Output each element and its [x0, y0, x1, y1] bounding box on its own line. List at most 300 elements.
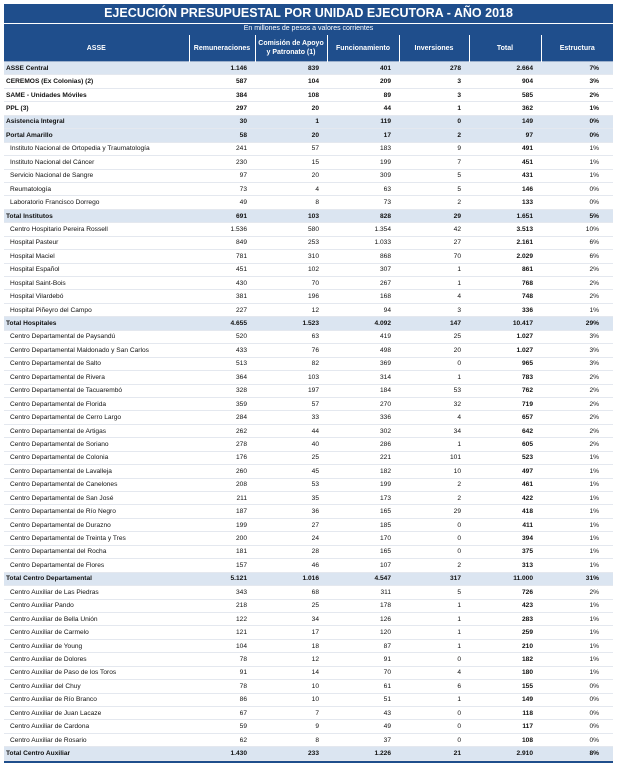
- cell-total: 418: [469, 505, 541, 518]
- table-row: [4, 384, 613, 397]
- cell-comision: 8: [255, 196, 327, 209]
- cell-comision: 70: [255, 277, 327, 290]
- cell-inversiones: 101: [399, 451, 469, 464]
- table-row: [4, 263, 613, 276]
- cell-comision: 253: [255, 236, 327, 249]
- table-row: [4, 438, 613, 451]
- cell-estructura: 1%: [541, 478, 613, 491]
- cell-funcionamiento: 165: [327, 505, 399, 518]
- cell-total: 491: [469, 142, 541, 155]
- table-total-row: [4, 129, 613, 142]
- cell-unit-name: ASSE Central: [4, 62, 189, 75]
- cell-total: 719: [469, 397, 541, 410]
- cell-inversiones: 3: [399, 303, 469, 316]
- cell-funcionamiento: 307: [327, 263, 399, 276]
- cell-estructura: 0%: [541, 733, 613, 746]
- cell-estructura: 0%: [541, 680, 613, 693]
- cell-comision: 7: [255, 707, 327, 720]
- table-row: [4, 277, 613, 290]
- table-row: [4, 250, 613, 263]
- cell-inversiones: 7: [399, 156, 469, 169]
- cell-total: 768: [469, 277, 541, 290]
- cell-total: 762: [469, 384, 541, 397]
- table-row: [4, 693, 613, 706]
- table-row: [4, 559, 613, 572]
- cell-inversiones: 5: [399, 586, 469, 599]
- cell-estructura: 2%: [541, 290, 613, 303]
- cell-total: 313: [469, 559, 541, 572]
- cell-funcionamiento: 168: [327, 290, 399, 303]
- budget-report: [4, 4, 613, 763]
- table-row: [4, 223, 613, 236]
- cell-inversiones: 1: [399, 639, 469, 652]
- cell-inversiones: 0: [399, 720, 469, 733]
- table-row: [4, 451, 613, 464]
- cell-estructura: 1%: [541, 626, 613, 639]
- cell-comision: 839: [255, 62, 327, 75]
- cell-remuneraciones: 364: [189, 371, 255, 384]
- cell-inversiones: 21: [399, 747, 469, 760]
- cell-total: 375: [469, 545, 541, 558]
- cell-unit-name: Servicio Nacional de Sangre: [4, 169, 189, 182]
- cell-inversiones: 2: [399, 559, 469, 572]
- cell-unit-name: Centro Auxiliar Pando: [4, 599, 189, 612]
- cell-inversiones: 1: [399, 599, 469, 612]
- table-row: [4, 626, 613, 639]
- cell-funcionamiento: 70: [327, 666, 399, 679]
- cell-remuneraciones: 121: [189, 626, 255, 639]
- cell-total: 2.161: [469, 236, 541, 249]
- cell-inversiones: 2: [399, 196, 469, 209]
- cell-unit-name: Total Institutos: [4, 209, 189, 222]
- cell-funcionamiento: 73: [327, 196, 399, 209]
- cell-inversiones: 0: [399, 518, 469, 531]
- table-row: [4, 196, 613, 209]
- table-row: [4, 303, 613, 316]
- cell-unit-name: Centro Auxiliar de Río Branco: [4, 693, 189, 706]
- cell-funcionamiento: 183: [327, 142, 399, 155]
- table-row: [4, 182, 613, 195]
- table-row: [4, 599, 613, 612]
- cell-total: 118: [469, 707, 541, 720]
- cell-funcionamiento: 61: [327, 680, 399, 693]
- cell-inversiones: 1: [399, 263, 469, 276]
- cell-inversiones: 3: [399, 88, 469, 101]
- cell-comision: 63: [255, 330, 327, 343]
- cell-unit-name: Centro Auxiliar de Juan Lacaze: [4, 707, 189, 720]
- cell-estructura: 6%: [541, 250, 613, 263]
- column-header-estructura: Estructura: [541, 35, 613, 62]
- cell-total: 149: [469, 693, 541, 706]
- cell-unit-name: Centro Auxiliar de Carmelo: [4, 626, 189, 639]
- cell-inversiones: 1: [399, 612, 469, 625]
- cell-inversiones: 1: [399, 277, 469, 290]
- table-row: [4, 505, 613, 518]
- cell-unit-name: Centro Departamental de Canelones: [4, 478, 189, 491]
- cell-remuneraciones: 4.655: [189, 317, 255, 330]
- cell-comision: 104: [255, 75, 327, 88]
- table-row: [4, 330, 613, 343]
- cell-funcionamiento: 17: [327, 129, 399, 142]
- cell-funcionamiento: 369: [327, 357, 399, 370]
- cell-comision: 8: [255, 733, 327, 746]
- table-row: [4, 236, 613, 249]
- cell-comision: 44: [255, 424, 327, 437]
- cell-estructura: 1%: [541, 156, 613, 169]
- cell-inversiones: 1: [399, 102, 469, 115]
- cell-comision: 76: [255, 344, 327, 357]
- cell-estructura: 3%: [541, 344, 613, 357]
- cell-remuneraciones: 5.121: [189, 572, 255, 585]
- cell-remuneraciones: 187: [189, 505, 255, 518]
- cell-inversiones: 4: [399, 290, 469, 303]
- cell-unit-name: Centro Departamental de Flores: [4, 559, 189, 572]
- cell-inversiones: 0: [399, 532, 469, 545]
- cell-total: 861: [469, 263, 541, 276]
- cell-inversiones: 147: [399, 317, 469, 330]
- cell-funcionamiento: 868: [327, 250, 399, 263]
- cell-unit-name: Hospital Pasteur: [4, 236, 189, 249]
- cell-unit-name: Centro Departamental del Rocha: [4, 545, 189, 558]
- cell-total: 605: [469, 438, 541, 451]
- cell-unit-name: PPL (3): [4, 102, 189, 115]
- cell-funcionamiento: 498: [327, 344, 399, 357]
- cell-comision: 46: [255, 559, 327, 572]
- cell-funcionamiento: 267: [327, 277, 399, 290]
- cell-estructura: 1%: [541, 505, 613, 518]
- cell-funcionamiento: 401: [327, 62, 399, 75]
- cell-unit-name: Centro Auxiliar de Bella Unión: [4, 612, 189, 625]
- cell-estructura: 1%: [541, 639, 613, 652]
- cell-total: 1.027: [469, 330, 541, 343]
- cell-funcionamiento: 314: [327, 371, 399, 384]
- cell-estructura: 3%: [541, 357, 613, 370]
- cell-remuneraciones: 227: [189, 303, 255, 316]
- cell-inversiones: 3: [399, 75, 469, 88]
- cell-funcionamiento: 120: [327, 626, 399, 639]
- cell-funcionamiento: 119: [327, 115, 399, 128]
- cell-estructura: 6%: [541, 236, 613, 249]
- cell-inversiones: 1: [399, 438, 469, 451]
- table-row: [4, 545, 613, 558]
- cell-total: 11.000: [469, 572, 541, 585]
- budget-table: [4, 35, 613, 761]
- cell-funcionamiento: 4.547: [327, 572, 399, 585]
- cell-unit-name: Centro Departamental de Artigas: [4, 424, 189, 437]
- cell-unit-name: Centro Departamental de Lavalleja: [4, 465, 189, 478]
- cell-estructura: 2%: [541, 397, 613, 410]
- cell-funcionamiento: 170: [327, 532, 399, 545]
- cell-funcionamiento: 336: [327, 411, 399, 424]
- cell-total: 642: [469, 424, 541, 437]
- cell-comision: 12: [255, 303, 327, 316]
- cell-total: 965: [469, 357, 541, 370]
- cell-comision: 103: [255, 371, 327, 384]
- cell-inversiones: 0: [399, 545, 469, 558]
- cell-unit-name: Centro Departamental de Florida: [4, 397, 189, 410]
- cell-unit-name: Centro Departamental de Treinta y Tres: [4, 532, 189, 545]
- table-row: [4, 586, 613, 599]
- cell-remuneraciones: 157: [189, 559, 255, 572]
- cell-total: 336: [469, 303, 541, 316]
- column-header-inversiones: Inversiones: [399, 35, 469, 62]
- cell-estructura: 3%: [541, 330, 613, 343]
- cell-estructura: 1%: [541, 102, 613, 115]
- cell-estructura: 1%: [541, 465, 613, 478]
- cell-estructura: 1%: [541, 303, 613, 316]
- cell-funcionamiento: 185: [327, 518, 399, 531]
- cell-remuneraciones: 430: [189, 277, 255, 290]
- cell-remuneraciones: 260: [189, 465, 255, 478]
- cell-total: 1.651: [469, 209, 541, 222]
- cell-remuneraciones: 241: [189, 142, 255, 155]
- cell-comision: 197: [255, 384, 327, 397]
- cell-estructura: 1%: [541, 142, 613, 155]
- cell-inversiones: 6: [399, 680, 469, 693]
- cell-estructura: 2%: [541, 88, 613, 101]
- cell-funcionamiento: 37: [327, 733, 399, 746]
- cell-estructura: 0%: [541, 182, 613, 195]
- cell-inversiones: 9: [399, 142, 469, 155]
- cell-unit-name: Centro Auxiliar de Young: [4, 639, 189, 652]
- cell-funcionamiento: 209: [327, 75, 399, 88]
- cell-inversiones: 278: [399, 62, 469, 75]
- cell-unit-name: Centro Auxiliar de Cardona: [4, 720, 189, 733]
- cell-comision: 1.523: [255, 317, 327, 330]
- cell-unit-name: Centro Hospitario Pereira Rossell: [4, 223, 189, 236]
- cell-unit-name: Centro Departamental de Tacuarembó: [4, 384, 189, 397]
- cell-funcionamiento: 270: [327, 397, 399, 410]
- cell-inversiones: 1: [399, 693, 469, 706]
- table-row: [4, 371, 613, 384]
- cell-funcionamiento: 182: [327, 465, 399, 478]
- cell-unit-name: Total Centro Departamental: [4, 572, 189, 585]
- cell-remuneraciones: 343: [189, 586, 255, 599]
- cell-funcionamiento: 165: [327, 545, 399, 558]
- table-row: [4, 492, 613, 505]
- cell-funcionamiento: 43: [327, 707, 399, 720]
- cell-total: 259: [469, 626, 541, 639]
- cell-estructura: 10%: [541, 223, 613, 236]
- cell-total: 497: [469, 465, 541, 478]
- cell-estructura: 2%: [541, 277, 613, 290]
- cell-total: 146: [469, 182, 541, 195]
- table-bottom-rule: [4, 761, 613, 763]
- cell-unit-name: Hospital Piñeyro del Campo: [4, 303, 189, 316]
- table-row: [4, 290, 613, 303]
- cell-comision: 12: [255, 653, 327, 666]
- cell-remuneraciones: 199: [189, 518, 255, 531]
- cell-estructura: 2%: [541, 384, 613, 397]
- table-total-row: [4, 115, 613, 128]
- cell-comision: 18: [255, 639, 327, 652]
- cell-remuneraciones: 381: [189, 290, 255, 303]
- table-total-row: [4, 62, 613, 75]
- table-row: [4, 156, 613, 169]
- cell-unit-name: Centro Auxiliar de Dolores: [4, 653, 189, 666]
- cell-total: 10.417: [469, 317, 541, 330]
- cell-total: 461: [469, 478, 541, 491]
- cell-unit-name: Reumatología: [4, 182, 189, 195]
- column-header-total: Total: [469, 35, 541, 62]
- cell-estructura: 0%: [541, 693, 613, 706]
- cell-total: 726: [469, 586, 541, 599]
- table-row: [4, 666, 613, 679]
- cell-comision: 580: [255, 223, 327, 236]
- cell-funcionamiento: 178: [327, 599, 399, 612]
- cell-total: 362: [469, 102, 541, 115]
- cell-remuneraciones: 97: [189, 169, 255, 182]
- report-subtitle: En millones de pesos a valores corrientes: [4, 23, 613, 35]
- cell-unit-name: Hospital Español: [4, 263, 189, 276]
- cell-inversiones: 0: [399, 357, 469, 370]
- cell-funcionamiento: 302: [327, 424, 399, 437]
- cell-funcionamiento: 1.033: [327, 236, 399, 249]
- cell-remuneraciones: 513: [189, 357, 255, 370]
- cell-comision: 10: [255, 680, 327, 693]
- cell-unit-name: Centro Departamental de Río Negro: [4, 505, 189, 518]
- cell-estructura: 1%: [541, 612, 613, 625]
- cell-remuneraciones: 451: [189, 263, 255, 276]
- cell-estructura: 2%: [541, 438, 613, 451]
- cell-funcionamiento: 63: [327, 182, 399, 195]
- table-row: [4, 344, 613, 357]
- table-row: [4, 411, 613, 424]
- cell-remuneraciones: 30: [189, 115, 255, 128]
- cell-total: 431: [469, 169, 541, 182]
- cell-estructura: 1%: [541, 545, 613, 558]
- cell-inversiones: 34: [399, 424, 469, 437]
- cell-inversiones: 317: [399, 572, 469, 585]
- cell-estructura: 8%: [541, 747, 613, 760]
- cell-funcionamiento: 286: [327, 438, 399, 451]
- table-row: [4, 707, 613, 720]
- cell-total: 2.029: [469, 250, 541, 263]
- cell-comision: 103: [255, 209, 327, 222]
- cell-estructura: 7%: [541, 62, 613, 75]
- cell-unit-name: Centro Auxiliar de Paso de los Toros: [4, 666, 189, 679]
- cell-remuneraciones: 1.430: [189, 747, 255, 760]
- cell-funcionamiento: 49: [327, 720, 399, 733]
- cell-unit-name: Centro Departamental de Rivera: [4, 371, 189, 384]
- cell-funcionamiento: 221: [327, 451, 399, 464]
- cell-unit-name: Centro Departamental de San José: [4, 492, 189, 505]
- cell-inversiones: 4: [399, 411, 469, 424]
- cell-funcionamiento: 173: [327, 492, 399, 505]
- cell-remuneraciones: 181: [189, 545, 255, 558]
- cell-comision: 14: [255, 666, 327, 679]
- cell-inversiones: 5: [399, 182, 469, 195]
- cell-total: 180: [469, 666, 541, 679]
- cell-comision: 53: [255, 478, 327, 491]
- table-row: [4, 465, 613, 478]
- cell-funcionamiento: 91: [327, 653, 399, 666]
- cell-comision: 45: [255, 465, 327, 478]
- cell-comision: 57: [255, 397, 327, 410]
- table-row: [4, 142, 613, 155]
- column-header-asse: ASSE: [4, 35, 189, 62]
- cell-total: 394: [469, 532, 541, 545]
- cell-total: 423: [469, 599, 541, 612]
- table-total-row: [4, 75, 613, 88]
- cell-inversiones: 2: [399, 129, 469, 142]
- cell-funcionamiento: 419: [327, 330, 399, 343]
- table-total-row: [4, 317, 613, 330]
- cell-unit-name: Laboratorio Francisco Dorrego: [4, 196, 189, 209]
- table-row: [4, 532, 613, 545]
- table-total-row: [4, 88, 613, 101]
- cell-remuneraciones: 211: [189, 492, 255, 505]
- cell-funcionamiento: 199: [327, 478, 399, 491]
- cell-comision: 1: [255, 115, 327, 128]
- cell-comision: 1.016: [255, 572, 327, 585]
- cell-remuneraciones: 691: [189, 209, 255, 222]
- column-header-remuneraciones: Remuneraciones: [189, 35, 255, 62]
- table-row: [4, 424, 613, 437]
- cell-estructura: 0%: [541, 707, 613, 720]
- column-header-comision: Comisión de Apoyo y Patronato (1): [255, 35, 327, 62]
- cell-comision: 20: [255, 169, 327, 182]
- cell-funcionamiento: 94: [327, 303, 399, 316]
- cell-inversiones: 10: [399, 465, 469, 478]
- cell-remuneraciones: 359: [189, 397, 255, 410]
- cell-unit-name: Centro Auxiliar del Chuy: [4, 680, 189, 693]
- cell-estructura: 1%: [541, 492, 613, 505]
- cell-remuneraciones: 262: [189, 424, 255, 437]
- cell-comision: 25: [255, 451, 327, 464]
- cell-total: 422: [469, 492, 541, 505]
- cell-funcionamiento: 4.092: [327, 317, 399, 330]
- table-header-row: [4, 35, 613, 62]
- table-total-row: [4, 209, 613, 222]
- cell-remuneraciones: 278: [189, 438, 255, 451]
- table-row: [4, 653, 613, 666]
- cell-estructura: 1%: [541, 599, 613, 612]
- cell-inversiones: 0: [399, 707, 469, 720]
- cell-inversiones: 4: [399, 666, 469, 679]
- cell-inversiones: 70: [399, 250, 469, 263]
- cell-remuneraciones: 86: [189, 693, 255, 706]
- cell-comision: 20: [255, 102, 327, 115]
- cell-inversiones: 0: [399, 115, 469, 128]
- cell-remuneraciones: 781: [189, 250, 255, 263]
- cell-remuneraciones: 433: [189, 344, 255, 357]
- table-row: [4, 733, 613, 746]
- cell-remuneraciones: 284: [189, 411, 255, 424]
- cell-estructura: 2%: [541, 263, 613, 276]
- cell-unit-name: Centro Auxiliar de Rosario: [4, 733, 189, 746]
- cell-estructura: 0%: [541, 115, 613, 128]
- cell-total: 155: [469, 680, 541, 693]
- cell-unit-name: Hospital Saint-Bois: [4, 277, 189, 290]
- cell-comision: 310: [255, 250, 327, 263]
- cell-funcionamiento: 44: [327, 102, 399, 115]
- table-body: [4, 62, 613, 761]
- cell-unit-name: Instituto Nacional de Ortopedia y Traumatología: [4, 142, 189, 155]
- table-row: [4, 680, 613, 693]
- cell-comision: 25: [255, 599, 327, 612]
- cell-estructura: 0%: [541, 129, 613, 142]
- cell-inversiones: 2: [399, 492, 469, 505]
- cell-total: 117: [469, 720, 541, 733]
- cell-inversiones: 0: [399, 733, 469, 746]
- cell-comision: 9: [255, 720, 327, 733]
- cell-comision: 20: [255, 129, 327, 142]
- cell-unit-name: Centro Departamental de Cerro Largo: [4, 411, 189, 424]
- cell-remuneraciones: 122: [189, 612, 255, 625]
- cell-unit-name: Centro Auxiliar de Las Piedras: [4, 586, 189, 599]
- cell-remuneraciones: 73: [189, 182, 255, 195]
